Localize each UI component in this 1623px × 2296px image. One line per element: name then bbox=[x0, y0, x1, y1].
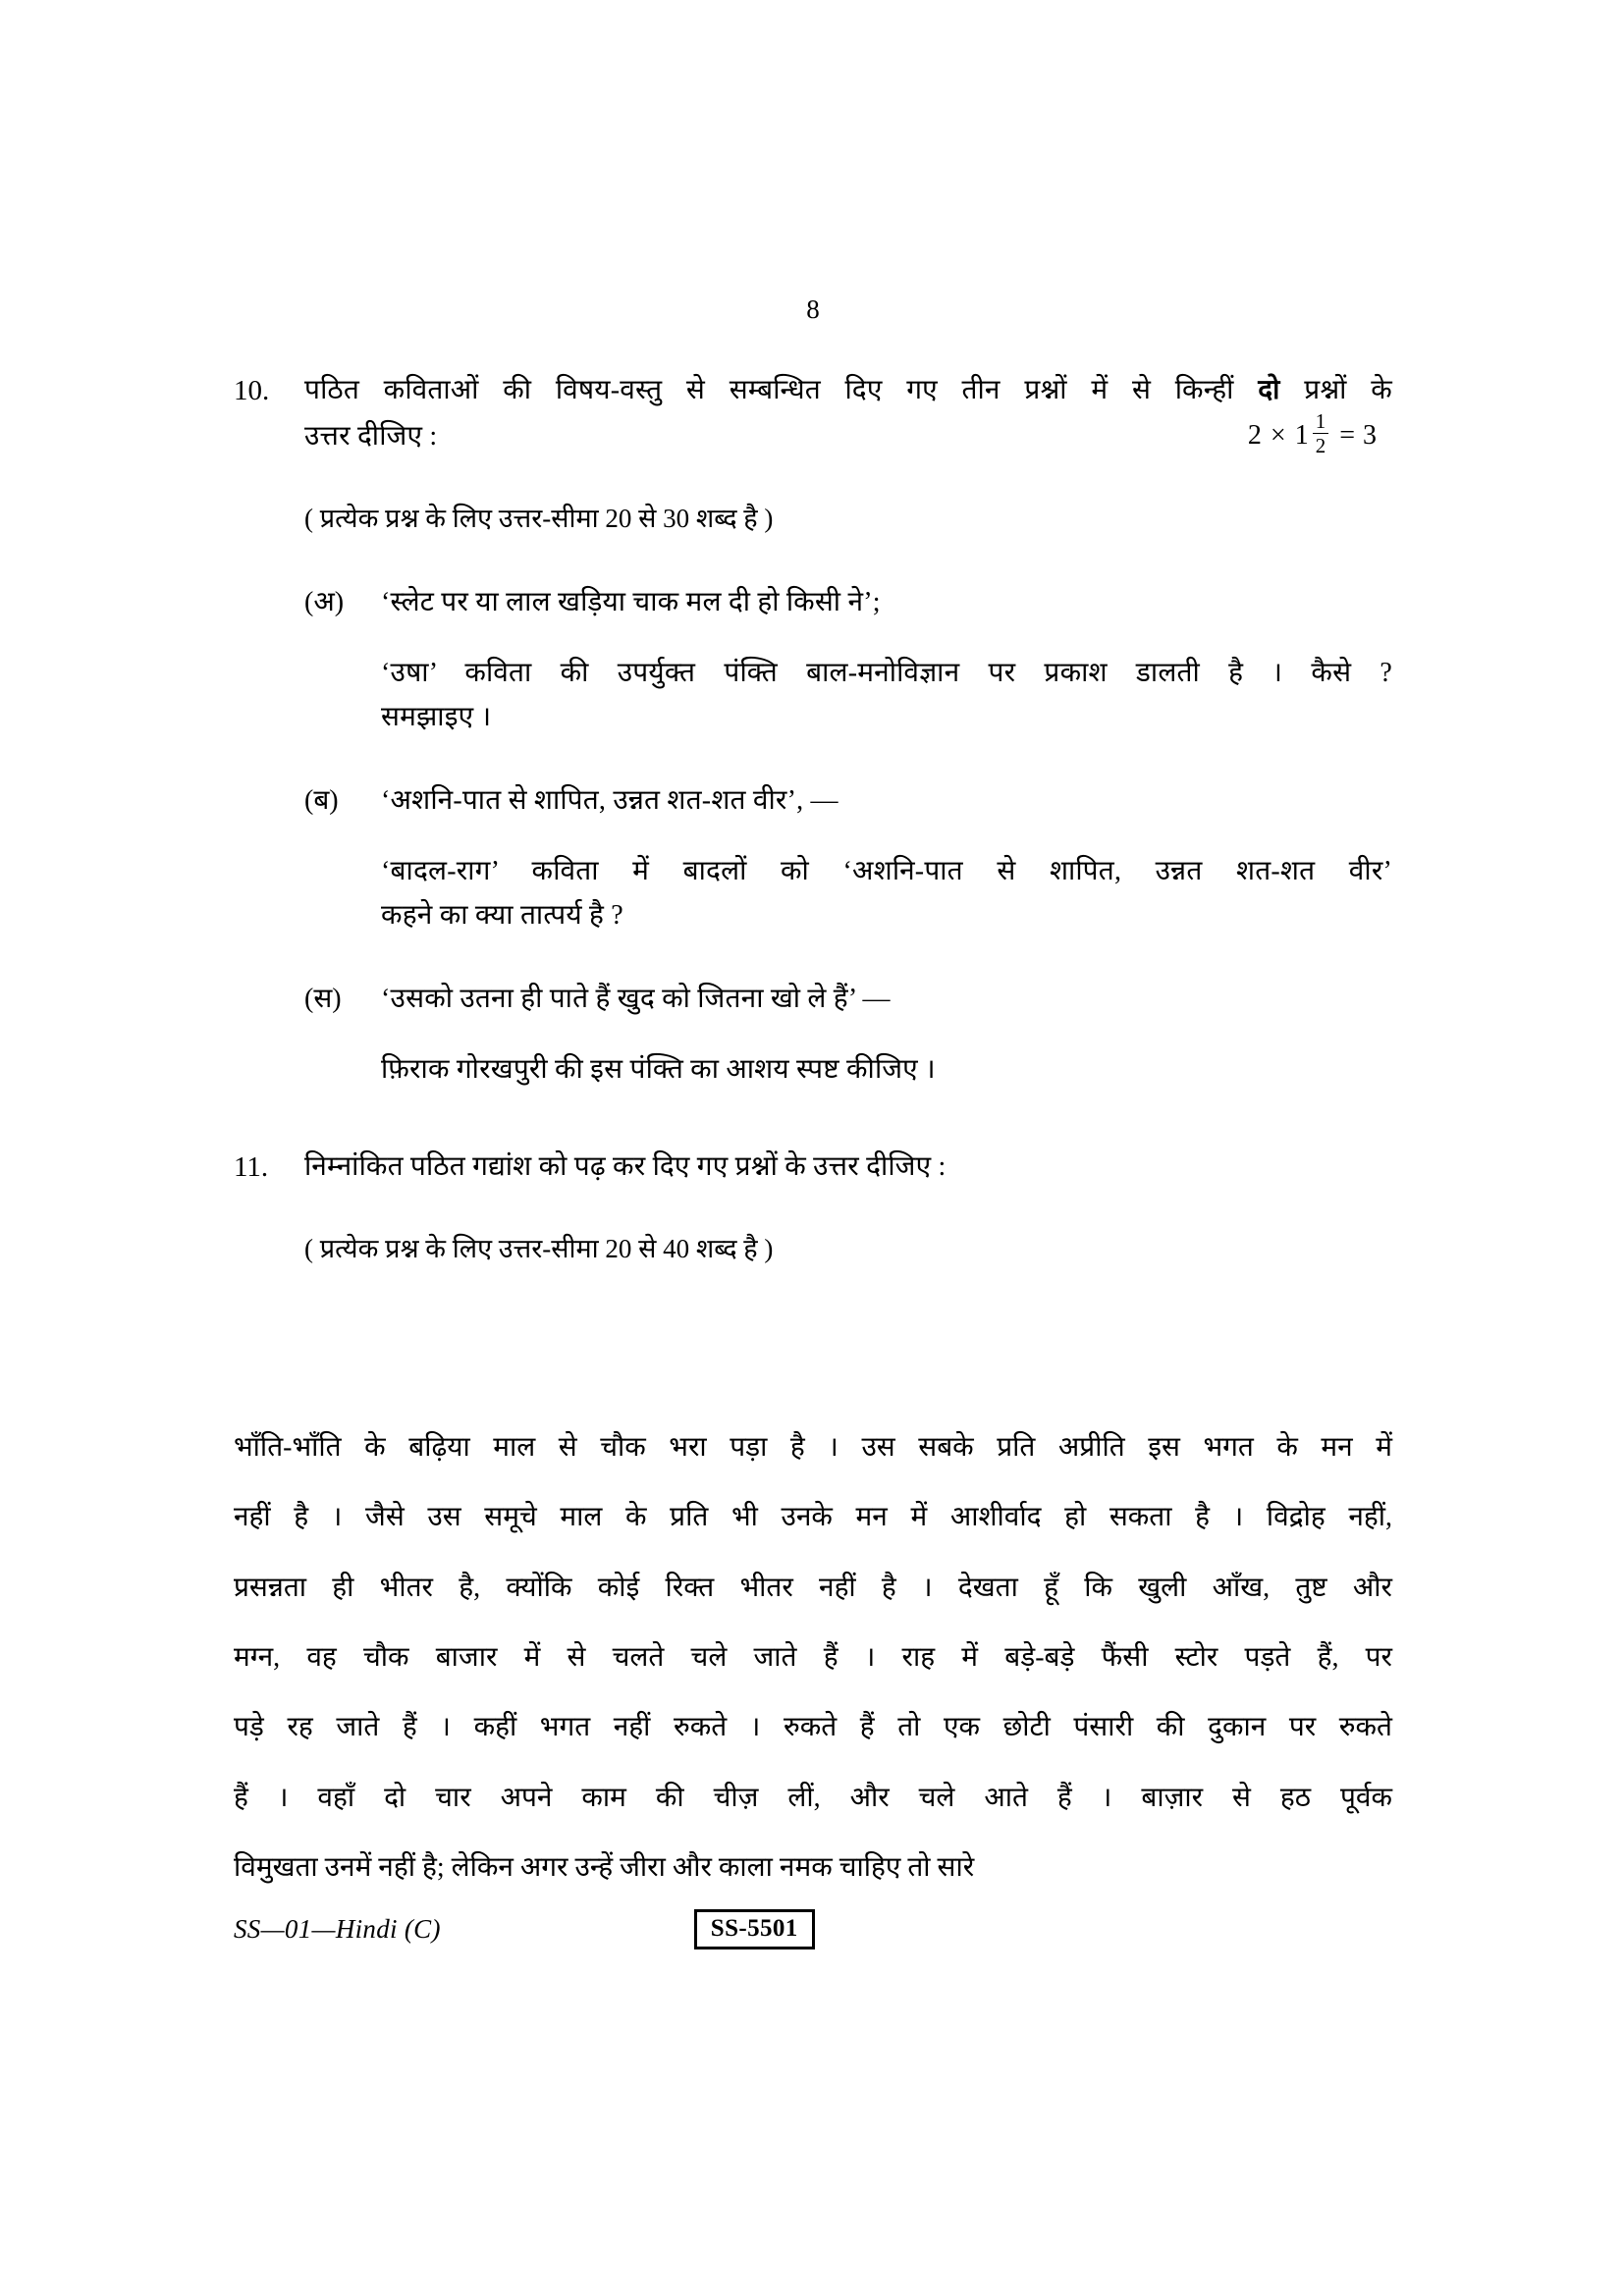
passage-line: नहीं है । जैसे उस समूचे माल के प्रति भी उनके मन में आशीर्वाद हो सकता है । विद्रोह नहीं, bbox=[234, 1502, 1392, 1533]
marks-total: 3 bbox=[1363, 419, 1377, 451]
question-10 bbox=[234, 368, 1392, 1092]
question-11 bbox=[234, 1145, 1392, 1271]
spacer bbox=[304, 541, 1392, 580]
page-number: 8 bbox=[806, 294, 820, 324]
passage-line: प्रसन्नता ही भीतर है, क्योंकि कोई रिक्त भीतर नहीं है । देखता हूँ कि खुली आँख, तुष्ट और bbox=[234, 1572, 1392, 1603]
marks-fraction bbox=[1313, 410, 1329, 456]
question-10-marks bbox=[1247, 409, 1392, 458]
question-10-number: 10. bbox=[234, 375, 270, 406]
sub-question-b-line-1: ‘अशनि-पात से शापित, उन्नत शत-शत वीर’, — bbox=[381, 785, 839, 817]
sub-question-b-line-3: कहने का क्या तात्पर्य है ? bbox=[381, 899, 623, 931]
sub-question-a bbox=[304, 580, 1392, 739]
question-10-prompt-text: पठित कविताओं की विषय-वस्तु से सम्बन्धित दिए गए तीन प्रश्नों में से किन्हीं bbox=[304, 375, 1234, 405]
sub-question-s-line-1: ‘उसको उतना ही पाते हैं खुद को जितना खो ले हैं’ — bbox=[381, 984, 891, 1015]
sub-question-a-line-1: ‘स्लेट पर या लाल खड़िया चाक मल दी हो किसी ने’; bbox=[381, 587, 881, 618]
sub-question-b bbox=[304, 778, 1392, 937]
question-11-number: 11. bbox=[234, 1151, 269, 1184]
sub-question-s-line-2: फ़िराक गोरखपुरी की इस पंक्ति का आशय स्पष्ट कीजिए । bbox=[381, 1053, 936, 1085]
page-footer bbox=[234, 1909, 1392, 1949]
marks-fraction-numerator: 1 bbox=[1315, 409, 1326, 434]
reading-passage bbox=[234, 1425, 1392, 1916]
footer-paper-code: SS—01—Hindi (C) bbox=[234, 1913, 441, 1944]
spacer bbox=[381, 824, 1392, 849]
question-10-body bbox=[304, 368, 1392, 1092]
page-content bbox=[234, 294, 1392, 1271]
sub-question-a-line-3: समझाइए । bbox=[381, 701, 492, 732]
question-10-prompt-line-1 bbox=[304, 368, 1392, 412]
spacer bbox=[304, 739, 1392, 778]
question-11-body bbox=[304, 1145, 1392, 1271]
spacer bbox=[304, 458, 1392, 498]
sub-question-a-label: (अ) bbox=[304, 587, 345, 618]
sub-question-s bbox=[304, 977, 1392, 1092]
passage-line: विमुखता उनमें नहीं है; लेकिन अगर उन्हें जीरा और काला नमक चाहिए तो सारे bbox=[234, 1852, 975, 1884]
sub-question-a-line-2: ‘उषा’ कविता की उपर्युक्त पंक्ति बाल-मनोविज्ञान पर प्रकाश डालती है । कैसे ? bbox=[381, 657, 1392, 688]
marks-multiplier: 2 bbox=[1247, 419, 1262, 451]
spacer bbox=[304, 1189, 1392, 1228]
spacer bbox=[304, 937, 1392, 977]
sub-question-a-body bbox=[381, 580, 1392, 739]
question-10-prompt-emphasis: दो bbox=[1258, 375, 1280, 405]
question-10-line-2-row bbox=[304, 409, 1392, 458]
passage-line: हैं । वहाँ दो चार अपने काम की चीज़ लीं, और चले आते हैं । बाज़ार से हठ पूर्वक bbox=[234, 1782, 1392, 1813]
marks-fraction-denominator: 2 bbox=[1313, 433, 1329, 456]
marks-whole-number: 1 bbox=[1294, 419, 1309, 451]
passage-line: भाँति-भाँति के बढ़िया माल से चौक भरा पड़ा है । उस सबके प्रति अप्रीति इस भगत के मन में bbox=[234, 1432, 1392, 1463]
footer-serial-code: SS-5501 bbox=[694, 1909, 815, 1949]
question-10-word-limit-note: ( प्रत्येक प्रश्न के लिए उत्तर-सीमा 20 से 30 शब्द है ) bbox=[304, 504, 774, 534]
question-11-word-limit-note: ( प्रत्येक प्रश्न के लिए उत्तर-सीमा 20 से 40 शब्द है ) bbox=[304, 1234, 774, 1264]
question-10-prompt-line-2: उत्तर दीजिए : bbox=[304, 421, 438, 453]
spacer bbox=[381, 1022, 1392, 1047]
sub-question-s-body bbox=[381, 977, 1392, 1092]
passage-line: मग्न, वह चौक बाजार में से चलते चले जाते हैं । राह में बड़े-बड़े फैंसी स्टोर पड़ते हैं, पर bbox=[234, 1642, 1392, 1674]
sub-question-b-body bbox=[381, 778, 1392, 937]
marks-equals-sign: = bbox=[1339, 419, 1355, 451]
spacer bbox=[381, 625, 1392, 651]
question-10-prompt-tail: प्रश्नों के bbox=[1304, 375, 1392, 405]
marks-times-symbol: × bbox=[1270, 419, 1286, 451]
sub-question-b-line-2: ‘बादल-राग’ कविता में बादलों को ‘अशनि-पात से शापित, उन्नत शत-शत वीर’ bbox=[381, 855, 1392, 886]
question-11-prompt: निम्नांकित पठित गद्यांश को पढ़ कर दिए गए प्रश्नों के उत्तर दीजिए : bbox=[304, 1151, 947, 1183]
sub-question-b-label: (ब) bbox=[304, 785, 339, 817]
passage-line: पड़े रह जाते हैं । कहीं भगत नहीं रुकते । रुकते हैं तो एक छोटी पंसारी की दुकान पर रुकते bbox=[234, 1712, 1392, 1743]
sub-question-s-label: (स) bbox=[304, 984, 342, 1015]
spacer bbox=[234, 1092, 1392, 1145]
